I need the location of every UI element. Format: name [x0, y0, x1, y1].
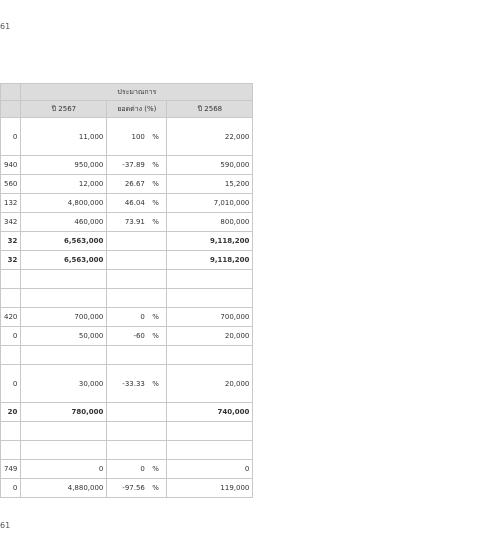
- col-header-2568: ปี 2568: [167, 101, 253, 118]
- cell-2567: [21, 422, 107, 441]
- cell-diff-pct: [107, 346, 167, 365]
- cell-2568: 20,000: [167, 365, 253, 403]
- table-row: [1, 232, 253, 251]
- cell-prev-actual: [1, 346, 21, 365]
- cell-2568: 700,000: [167, 308, 253, 327]
- cell-prev-actual: 132: [1, 194, 21, 213]
- cell-2567: 4,880,000: [21, 479, 107, 498]
- cell-2568: [167, 422, 253, 441]
- diff-pct-value: 46.04: [124, 199, 145, 207]
- cell-2568: 9,118,200: [167, 232, 253, 251]
- cell-diff-pct: [107, 194, 167, 213]
- cell-2567: 30,000: [21, 365, 107, 403]
- cell-2568: [167, 289, 253, 308]
- prev-column-subheader: [1, 101, 21, 118]
- cell-2568: [167, 441, 253, 460]
- cell-2567: 6,563,000: [21, 251, 107, 270]
- cell-diff-pct: [107, 213, 167, 232]
- diff-pct-sign: %: [152, 199, 159, 207]
- diff-pct-sign: %: [152, 379, 159, 388]
- diff-pct-value: 100: [131, 132, 145, 141]
- cell-2567: 700,000: [21, 308, 107, 327]
- page-number-top: 61: [0, 22, 11, 31]
- table-row: [1, 156, 253, 175]
- cell-2568: 15,200: [167, 175, 253, 194]
- cell-prev-actual: 0: [1, 327, 21, 346]
- cell-2567: 50,000: [21, 327, 107, 346]
- table-row: [1, 403, 253, 422]
- cell-prev-actual: 0: [1, 118, 21, 156]
- cell-prev-actual: 420: [1, 308, 21, 327]
- table-row: [1, 118, 253, 156]
- cell-prev-actual: [1, 270, 21, 289]
- cell-prev-actual: [1, 289, 21, 308]
- diff-pct-sign: %: [152, 313, 159, 321]
- col-header-2567: ปี 2567: [21, 101, 107, 118]
- diff-pct-value: -60: [133, 332, 145, 340]
- table-row: [1, 479, 253, 498]
- cell-diff-pct: [107, 156, 167, 175]
- diff-pct-sign: %: [152, 484, 159, 492]
- table-row: [1, 308, 253, 327]
- budget-estimate-table: [0, 83, 253, 498]
- cell-2567: 6,563,000: [21, 232, 107, 251]
- diff-pct-sign: %: [152, 465, 159, 473]
- cell-2568: 800,000: [167, 213, 253, 232]
- cell-prev-actual: 749: [1, 460, 21, 479]
- cell-diff-pct: [107, 403, 167, 422]
- cell-diff-pct: [107, 118, 167, 156]
- cell-prev-actual: 32: [1, 232, 21, 251]
- cell-2567: [21, 289, 107, 308]
- table-row: [1, 422, 253, 441]
- cell-2568: 7,010,000: [167, 194, 253, 213]
- diff-pct-sign: %: [152, 218, 159, 226]
- cell-2567: 950,000: [21, 156, 107, 175]
- cell-2567: 460,000: [21, 213, 107, 232]
- table-row: [1, 270, 253, 289]
- diff-pct-value: -33.33: [122, 379, 145, 388]
- table-row: [1, 346, 253, 365]
- col-header-diff-pct: ยอดต่าง (%): [107, 101, 167, 118]
- cell-prev-actual: 0: [1, 365, 21, 403]
- table-row: [1, 194, 253, 213]
- diff-pct-value: 73.91: [124, 218, 145, 226]
- cell-diff-pct: [107, 327, 167, 346]
- cell-2567: [21, 346, 107, 365]
- table-row: [1, 460, 253, 479]
- cell-prev-actual: 940: [1, 156, 21, 175]
- cell-2567: [21, 270, 107, 289]
- cell-2568: 20,000: [167, 327, 253, 346]
- cell-prev-actual: 560: [1, 175, 21, 194]
- table-column-header-row: [1, 101, 253, 118]
- diff-pct-sign: %: [152, 132, 159, 141]
- cell-diff-pct: [107, 479, 167, 498]
- diff-pct-value: 0: [140, 465, 145, 473]
- cell-diff-pct: [107, 460, 167, 479]
- cell-diff-pct: [107, 422, 167, 441]
- table-group-header-row: [1, 84, 253, 101]
- estimate-group-header: ประมาณการ: [21, 84, 253, 101]
- table-row: [1, 441, 253, 460]
- cell-2568: [167, 270, 253, 289]
- cell-2567: [21, 441, 107, 460]
- cell-2567: 12,000: [21, 175, 107, 194]
- table-row: [1, 251, 253, 270]
- cell-diff-pct: [107, 289, 167, 308]
- cell-2568: 22,000: [167, 118, 253, 156]
- cell-prev-actual: 20: [1, 403, 21, 422]
- cell-2568: 0: [167, 460, 253, 479]
- diff-pct-value: 0: [140, 313, 145, 321]
- table-row: [1, 175, 253, 194]
- cell-2568: 740,000: [167, 403, 253, 422]
- diff-pct-value: -37.89: [122, 161, 145, 169]
- diff-pct-value: 26.67: [124, 180, 145, 188]
- cell-prev-actual: 342: [1, 213, 21, 232]
- cell-2567: 11,000: [21, 118, 107, 156]
- cell-prev-actual: 0: [1, 479, 21, 498]
- table-row: [1, 289, 253, 308]
- cell-prev-actual: [1, 441, 21, 460]
- cell-prev-actual: [1, 422, 21, 441]
- cell-2568: [167, 346, 253, 365]
- cell-diff-pct: [107, 441, 167, 460]
- cell-diff-pct: [107, 270, 167, 289]
- diff-pct-sign: %: [152, 161, 159, 169]
- cell-2568: 9,118,200: [167, 251, 253, 270]
- cell-diff-pct: [107, 232, 167, 251]
- cell-2567: 780,000: [21, 403, 107, 422]
- table-row: [1, 365, 253, 403]
- diff-pct-sign: %: [152, 332, 159, 340]
- cell-2568: 119,000: [167, 479, 253, 498]
- diff-pct-value: -97.56: [122, 484, 145, 492]
- cell-diff-pct: [107, 175, 167, 194]
- cell-diff-pct: [107, 251, 167, 270]
- cell-2567: 0: [21, 460, 107, 479]
- prev-column-header: [1, 84, 21, 101]
- cell-2568: 590,000: [167, 156, 253, 175]
- table-row: [1, 213, 253, 232]
- diff-pct-sign: %: [152, 180, 159, 188]
- cell-diff-pct: [107, 365, 167, 403]
- cell-prev-actual: 32: [1, 251, 21, 270]
- table-row: [1, 327, 253, 346]
- cell-2567: 4,800,000: [21, 194, 107, 213]
- cell-diff-pct: [107, 308, 167, 327]
- page-number-bottom: 61: [0, 521, 11, 530]
